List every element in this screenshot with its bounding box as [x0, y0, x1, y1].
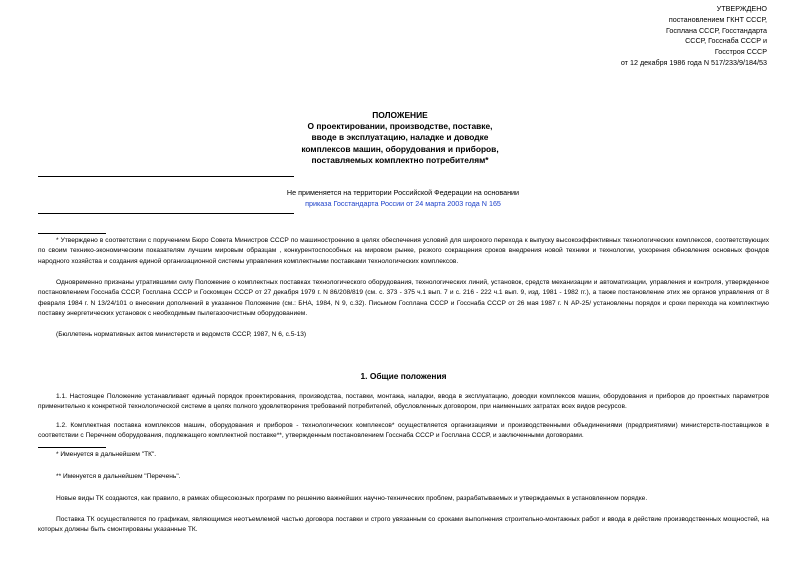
status-note-text: Не применяется на территории Российской Федерации на основании — [286, 188, 520, 197]
title-line: комплексов машин, оборудования и приборов, — [301, 143, 499, 154]
title-line: ПОЛОЖЕНИЕ — [372, 110, 428, 120]
document-title — [200, 110, 600, 166]
title-line: О проектировании, производстве, поставке, — [307, 121, 493, 132]
paragraph-delivery: Поставка ТК осуществляется по графикам, являющимся неотъемлемой частью договора поставки и строго увязанным со сроками выполнения строительно-монтажных работ и ввода в действие производственных мощностей, на которых должны быть смонтированы указанные ТК. — [38, 516, 769, 534]
approval-block — [621, 4, 767, 69]
clause-1-1: 1.1. Настоящее Положение устанавливает единый порядок проектирования, производства, поставки, монтажа, наладки, ввода в эксплуатацию, доводки комплексов машин, оборудования и приборов до проектных параметров применительно к конкретной технологической системе в целях полного удовлетворения требований потребителей, обусловленных договором, при наименьших затратах всех видов ресурсов. — [38, 393, 769, 411]
footnote-list: ** Именуется в дальнейшем "Перечень". — [56, 473, 181, 480]
divider-bottom — [38, 213, 294, 214]
footnote-tk: * Именуется в дальнейшем "ТК". — [56, 451, 157, 458]
footnote-rule — [38, 447, 106, 448]
title-line: вводе в эксплуатацию, наладке и доводке — [311, 132, 489, 143]
approval-line: постановлением ГКНТ СССР, — [668, 14, 767, 24]
order-link[interactable]: приказа Госстандарта России от 24 марта 2003 года N 165 — [305, 199, 501, 208]
approval-line: УТВЕРЖДЕНО — [716, 4, 767, 13]
approval-line: Госплана СССР, Госстандарта — [665, 25, 767, 35]
repeal-paragraph: Одновременно признаны утратившими силу Положение о комплектных поставках технологического оборудования, технологических линий, установок, средств механизации и автоматизации, управления и контроля, утвержденное постановлением Госснаба СССР, Госплана СССР и Госкомцен СССР от 27 декабря 1979 г. N 86/208/819 (см. с. 373 - 375 ч.1 вып. 7 и с. 216 - 222 ч.1 вып. 9, изд. 1981 - 1982 гг.), а также постановление этих же органов управления от 8 февраля 1984 г. N 13/24/101 о внесении дополнений в указанное Положение (см.: БНА, 1984, N 9, с.32). Письмом Госплана СССР и Госснаба СССР от 26 мая 1987 г. N АР-25/ установлены порядок и сроки перехода на комплектную поставку энергетических установок с необходимым пылегазоочистным оборудованием. — [38, 279, 769, 318]
title-line: поставляемых комплектно потребителям* — [311, 154, 489, 165]
divider-top — [38, 176, 294, 177]
approval-footnote: * Утверждено в соответствии с поручением Бюро Совета Министров СССР по машиностроению в целях обеспечения условий для широкого перехода к выпуску высокоэффективных технологических комплексов, соответствующих по своим технико-экономическим показателям лучшим мировым образцам , конкурентоспособных на мировом рынке, резкого сокращения сроков внедрения новой техники и технологии, ускорения обновления основных фондов народного хозяйства и создания единой организационной системы управления комплектными поставками технологических комплексов. — [38, 237, 769, 265]
section-heading: 1. Общие положения — [360, 371, 447, 381]
status-note — [230, 187, 576, 209]
approval-line: Госстроя СССР — [714, 47, 767, 57]
clause-1-2: 1.2. Комплектная поставка комплексов машин, оборудования и приборов - технологических комплексов* осуществляется организациями и производственными объединениями (предприятиями) министерств-поставщиков в соответствии с Перечнем оборудования, подлежащего комплектной поставке**, утвержденным постановлением Госснаба СССР и Госплана СССР, и заключенными договорами. — [38, 422, 769, 440]
approval-line: от 12 декабря 1986 года N 517/233/9/184/53 — [620, 57, 767, 67]
source-reference: (Бюллетень нормативных актов министерств и ведомств СССР, 1987, N 6, с.5-13) — [56, 331, 307, 338]
paragraph-new-types: Новые виды ТК создаются, как правило, в рамках общесоюзных программ по решению важнейших научно-технических проблем, разрабатываемых и утверждаемых в установленном порядке. — [56, 495, 648, 502]
footnote-rule — [38, 233, 106, 234]
approval-line: СССР, Госснаба СССР и — [685, 36, 767, 46]
